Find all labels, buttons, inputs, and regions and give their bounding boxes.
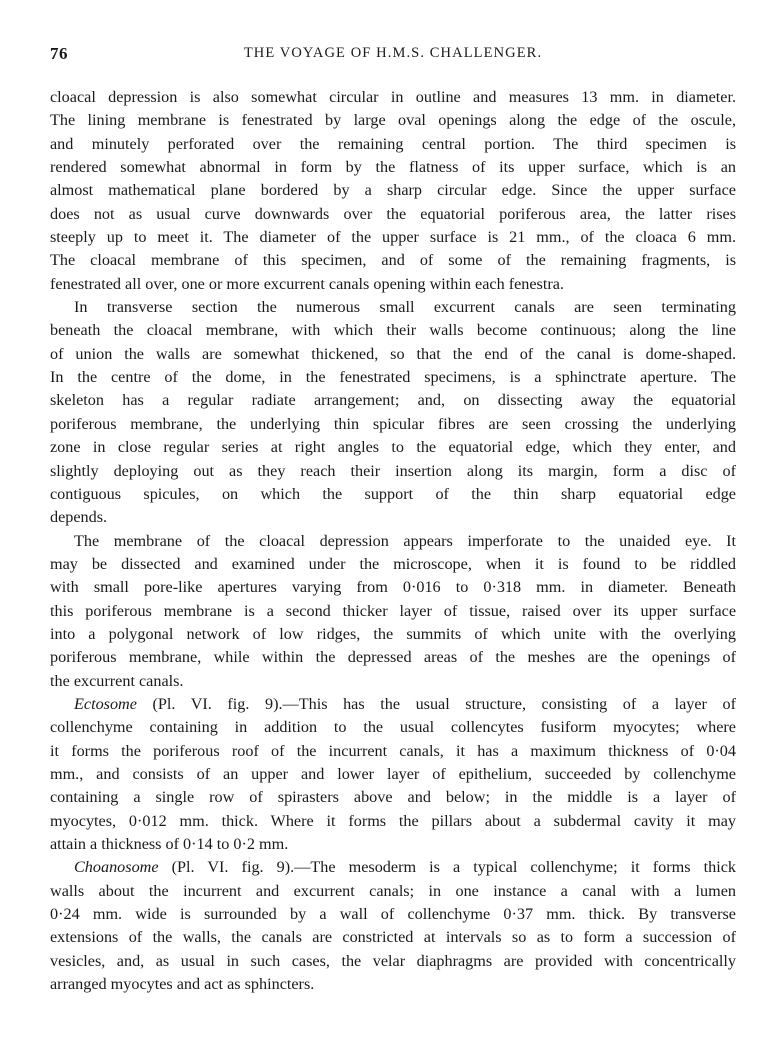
- text-line: and minutely perforated over the remaining central portion. The third specimen is: [50, 134, 736, 153]
- text-line: poriferous membrane, while within the depressed areas of the meshes are the openings of: [50, 648, 736, 667]
- text-line: In the centre of the dome, in the fenestrated specimens, is a sphinctrate aperture. The: [50, 368, 736, 387]
- text-line: fenestrated all over, one or more excurrent canals opening within each fenestra.: [50, 274, 564, 293]
- text-line: almost mathematical plane bordered by a sharp circular edge. Since the upper surface: [50, 181, 736, 200]
- paragraph-ectosome: [50, 693, 736, 856]
- section-heading-ectosome: Ectosome: [74, 694, 137, 713]
- paragraph-continuation: [50, 86, 736, 296]
- text-line: does not as usual curve downwards over the equatorial poriferous area, the latter rises: [50, 204, 736, 223]
- text-line: collenchyme containing in addition to the usual collencytes fusiform myocytes; where: [50, 718, 736, 737]
- text-line: poriferous membrane, the underlying thin spicular fibres are seen crossing the underlying: [50, 414, 736, 433]
- text-line: this poriferous membrane is a second thicker layer of tissue, raised over its upper surface: [50, 601, 736, 620]
- text-line: [50, 693, 736, 716]
- text-line: mm., and consists of an upper and lower layer of epithelium, succeeded by collenchyme: [50, 764, 736, 783]
- page-number: 76: [50, 44, 68, 63]
- text-line: of union the walls are somewhat thickened, so that the end of the canal is dome-shaped.: [50, 344, 736, 363]
- section-heading-choanosome: Choanosome: [74, 858, 159, 877]
- text-run: (Pl. VI. fig. 9).—This has the usual structure, consisting of a layer of: [136, 694, 736, 713]
- text-line: attain a thickness of 0·14 to 0·2 mm.: [50, 835, 289, 853]
- text-line: In transverse section the numerous small excurrent canals are seen terminating: [74, 298, 736, 317]
- text-line: depends.: [50, 508, 108, 527]
- text-line: steeply up to meet it. The diameter of the upper surface is 21 mm., of the cloaca 6 mm.: [50, 228, 736, 247]
- text-line: it forms the poriferous roof of the incurrent canals, it has a maximum thickness of 0·04: [50, 741, 736, 760]
- text-line: vesicles, and, as usual in such cases, the velar diaphragms are provided with concentrically: [50, 951, 736, 970]
- paragraph-choanosome: [50, 856, 736, 996]
- text-line: skeleton has a regular radiate arrangement; and, on dissecting away the equatorial: [50, 391, 736, 410]
- text-line: [50, 856, 736, 879]
- text-line: arranged myocytes and act as sphincters.: [50, 975, 315, 994]
- text-line: into a polygonal network of low ridges, the summits of which unite with the overlying: [50, 624, 736, 643]
- text-line: cloacal depression is also somewhat circular in outline and measures 13 mm. in diameter.: [50, 88, 736, 106]
- text-line: The membrane of the cloacal depression appears imperforate to the unaided eye. It: [74, 531, 736, 550]
- text-line: beneath the cloacal membrane, with which their walls become continuous; along the line: [50, 321, 736, 340]
- body-text: [50, 86, 736, 996]
- text-line: zone in close regular series at right angles to the equatorial edge, which they enter, and: [50, 438, 736, 457]
- text-line: rendered somewhat abnormal in form by the flatness of its upper surface, which is an: [50, 158, 736, 177]
- text-line: slightly deploying out as they reach their insertion along its margin, form a disc of: [50, 461, 736, 480]
- text-line: The lining membrane is fenestrated by large oval openings along the edge of the oscule,: [50, 111, 736, 130]
- running-head: [50, 44, 736, 68]
- text-line: 0·24 mm. wide is surrounded by a wall of collenchyme 0·37 mm. thick. By transverse: [50, 905, 736, 924]
- text-line: walls about the incurrent and excurrent canals; in one instance a canal with a lumen: [50, 881, 736, 900]
- text-line: myocytes, 0·012 mm. thick. Where it forms the pillars about a subdermal cavity it may: [50, 811, 736, 830]
- running-title: THE VOYAGE OF H.M.S. CHALLENGER.: [243, 45, 543, 61]
- text-line: The cloacal membrane of this specimen, and of some of the remaining fragments, is: [50, 251, 736, 270]
- paragraph-cloacal-membrane: [50, 530, 736, 693]
- text-line: extensions of the walls, the canals are constricted at intervals so as to form a succession of: [50, 928, 736, 947]
- text-line: contiguous spicules, on which the support of the thin sharp equatorial edge: [50, 484, 736, 503]
- paragraph-transverse-section: [50, 296, 736, 529]
- text-line: may be dissected and examined under the microscope, when it is found to be riddled: [50, 554, 736, 573]
- text-line: with small pore-like apertures varying from 0·016 to 0·318 mm. in diameter. Beneath: [50, 578, 736, 597]
- text-run: (Pl. VI. fig. 9).—The mesoderm is a typical collenchyme; it forms thick: [158, 858, 736, 877]
- text-line: containing a single row of spirasters above and below; in the middle is a layer of: [50, 788, 736, 807]
- text-line: the excurrent canals.: [50, 671, 184, 690]
